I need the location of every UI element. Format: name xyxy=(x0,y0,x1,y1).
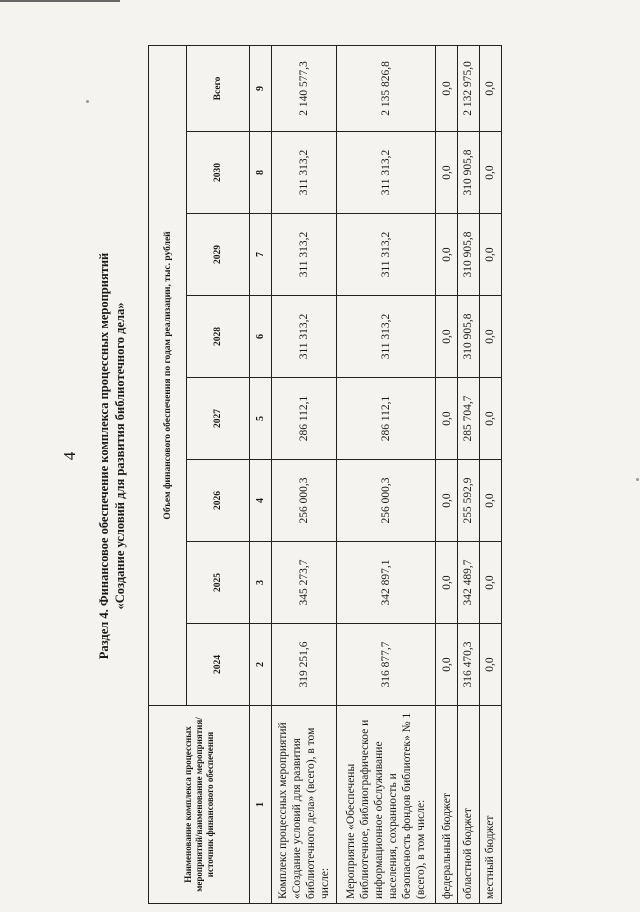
value-cell: 311 313,2 xyxy=(337,132,436,214)
value-cell: 2 140 577,3 xyxy=(271,45,337,131)
page-number: 4 xyxy=(60,451,79,461)
value-cell: 316 470,3 xyxy=(457,624,479,706)
table-row xyxy=(457,45,479,903)
value-cell: 0,0 xyxy=(436,378,457,460)
column-number-5: 6 xyxy=(250,296,271,378)
column-number-6: 7 xyxy=(250,214,271,296)
value-cell: 0,0 xyxy=(479,378,501,460)
table-row xyxy=(436,45,457,903)
value-cell: 286 112,1 xyxy=(271,378,337,460)
value-cell: 0,0 xyxy=(479,624,501,706)
value-cell: 0,0 xyxy=(479,542,501,624)
section-title-line1: Раздел 4. Финансовое обеспечение комплекса процессных мероприятий xyxy=(97,252,111,660)
column-number-2: 3 xyxy=(250,542,271,624)
header-name-cell: Наименование комплекса процессных мероприятий/наименование мероприятия/источник финансового обеспечения xyxy=(149,706,250,904)
header-volume-cell: Объем финансового обеспечения по годам реализации, тыс. рублей xyxy=(149,45,187,705)
value-cell: 0,0 xyxy=(436,624,457,706)
column-number-4: 5 xyxy=(250,378,271,460)
value-cell: 310 905,8 xyxy=(457,296,479,378)
value-cell: 285 704,7 xyxy=(457,378,479,460)
year-header-1: 2025 xyxy=(187,542,250,624)
value-cell: 0,0 xyxy=(479,214,501,296)
value-cell: 0,0 xyxy=(436,542,457,624)
table-row xyxy=(479,45,501,903)
column-number-1: 2 xyxy=(250,624,271,706)
year-header-6: 2030 xyxy=(187,132,250,214)
value-cell: 0,0 xyxy=(436,132,457,214)
year-header-7: Всего xyxy=(187,45,250,131)
value-cell: 310 905,8 xyxy=(457,132,479,214)
value-cell: 0,0 xyxy=(479,460,501,542)
value-cell: 316 877,7 xyxy=(337,624,436,706)
value-cell: 286 112,1 xyxy=(337,378,436,460)
value-cell: 0,0 xyxy=(479,296,501,378)
value-cell: 256 000,3 xyxy=(271,460,337,542)
value-cell: 311 313,2 xyxy=(337,214,436,296)
value-cell: 0,0 xyxy=(479,132,501,214)
value-cell: 2 135 826,8 xyxy=(337,45,436,131)
row-name-cell: Мероприятие «Обеспечены библиотечное, библиографическое и информационное обслуживание населения, сохранность и безопасность фондов библиотек» № 1 (всего), в том числе: xyxy=(337,706,436,904)
year-header-4: 2028 xyxy=(187,296,250,378)
year-header-2: 2026 xyxy=(187,460,250,542)
value-cell: 0,0 xyxy=(436,45,457,131)
value-cell: 256 000,3 xyxy=(337,460,436,542)
column-number-8: 9 xyxy=(250,45,271,131)
value-cell: 0,0 xyxy=(436,296,457,378)
row-name-cell: Комплекс процессных мероприятий «Создание условий для развития библиотечного дела» (всего), в том числе: xyxy=(271,706,337,904)
value-cell: 311 313,2 xyxy=(337,296,436,378)
value-cell: 342 897,1 xyxy=(337,542,436,624)
value-cell: 342 489,7 xyxy=(457,542,479,624)
value-cell: 311 313,2 xyxy=(271,214,337,296)
value-cell: 2 132 975,0 xyxy=(457,45,479,131)
value-cell: 0,0 xyxy=(436,460,457,542)
table-row xyxy=(337,45,436,903)
year-header-5: 2029 xyxy=(187,214,250,296)
financing-table xyxy=(148,45,502,904)
value-cell: 311 313,2 xyxy=(271,296,337,378)
year-header-0: 2024 xyxy=(187,624,250,706)
row-name-cell: областной бюджет xyxy=(457,706,479,904)
row-name-cell: федеральный бюджет xyxy=(436,706,457,904)
row-name-cell: местный бюджет xyxy=(479,706,501,904)
value-cell: 0,0 xyxy=(479,45,501,131)
value-cell: 255 592,9 xyxy=(457,460,479,542)
table-row xyxy=(271,45,337,903)
column-number-0: 1 xyxy=(250,706,271,904)
value-cell: 0,0 xyxy=(436,214,457,296)
column-number-7: 8 xyxy=(250,132,271,214)
value-cell: 345 273,7 xyxy=(271,542,337,624)
section-title xyxy=(96,0,128,912)
year-header-3: 2027 xyxy=(187,378,250,460)
column-number-row xyxy=(250,45,271,903)
column-number-3: 4 xyxy=(250,460,271,542)
value-cell: 310 905,8 xyxy=(457,214,479,296)
value-cell: 311 313,2 xyxy=(271,132,337,214)
section-title-line2: «Создание условий для развития библиотечного дела» xyxy=(113,302,127,610)
value-cell: 319 251,6 xyxy=(271,624,337,706)
